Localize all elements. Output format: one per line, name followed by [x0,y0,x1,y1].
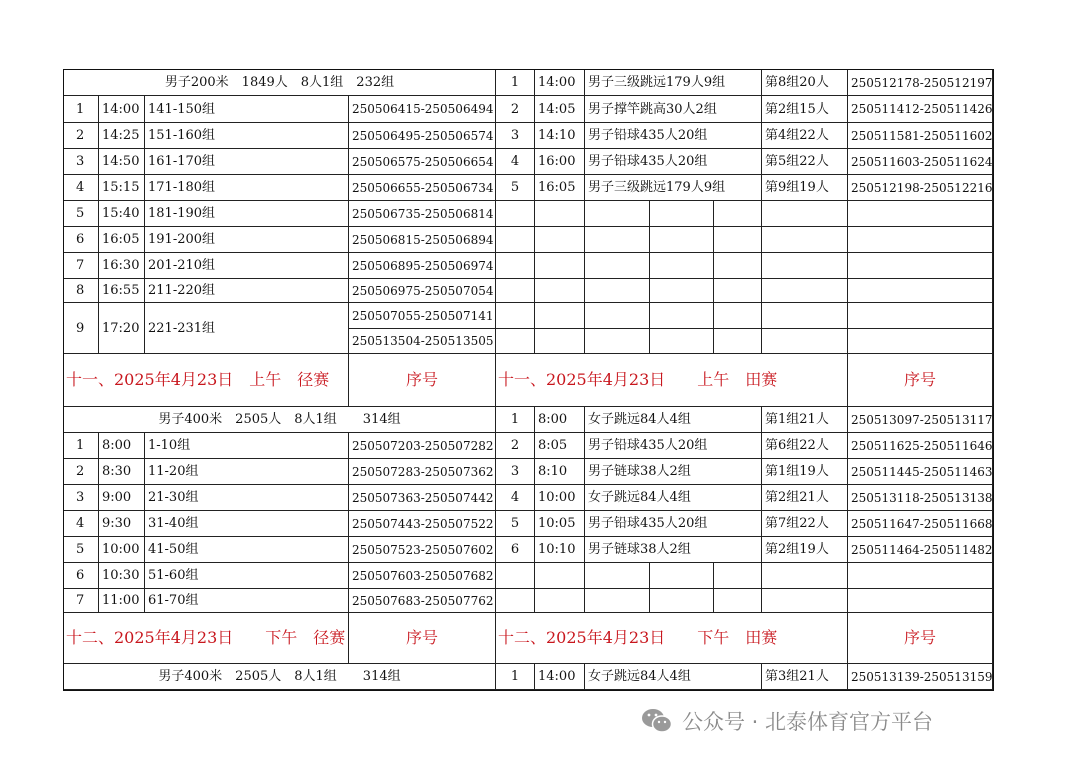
row-no: 3 [64,485,99,511]
row-code: 250511412-250511426 [848,96,993,123]
row-code: 250507203-250507282 [349,433,496,459]
row-event: 男子三级跳远179人9组 [585,70,762,96]
row-time: 14:50 [99,149,145,175]
section-title-11-track: 十一、2025年4月23日 上午 径赛 [64,354,349,407]
row-group: 第1组19人 [762,459,848,485]
row-time: 10:30 [99,563,145,589]
row-group: 第5组22人 [762,149,848,175]
row-time: 8:10 [535,459,585,485]
row-code: 250507443-250507522 [349,511,496,537]
empty-cell [496,201,535,227]
empty-cell [585,563,650,589]
row-groups: 161-170组 [145,149,349,175]
row-event: 男子链球38人2组 [585,459,762,485]
empty-cell [535,279,585,303]
empty-cell [714,329,762,354]
row-code: 250511464-250511482 [848,537,993,563]
row-no: 4 [64,175,99,201]
row-no: 4 [496,149,535,175]
row-time: 8:00 [99,433,145,459]
row-code: 250506735-250506814 [349,201,496,227]
empty-cell [848,253,993,279]
row-groups: 201-210组 [145,253,349,279]
section-title-12-field: 十二、2025年4月23日 下午 田赛 [496,613,848,664]
empty-cell [762,329,848,354]
empty-cell [535,303,585,329]
empty-cell [535,329,585,354]
row-group: 第2组15人 [762,96,848,123]
empty-cell [762,563,848,589]
row-no: 3 [496,123,535,149]
row-code: 250507683-250507762 [349,589,496,613]
row-group: 第9组19人 [762,175,848,201]
row-time: 16:00 [535,149,585,175]
empty-cell [848,227,993,253]
row-code: 250512178-250512197 [848,70,993,96]
empty-cell [496,329,535,354]
row-event: 男子铅球435人20组 [585,433,762,459]
row-group: 第4组22人 [762,123,848,149]
row-groups: 21-30组 [145,485,349,511]
row-no: 5 [64,537,99,563]
row-no: 1 [64,433,99,459]
row-time: 11:00 [99,589,145,613]
empty-cell [714,253,762,279]
row-time: 16:05 [99,227,145,253]
empty-cell [535,201,585,227]
row-time: 10:00 [535,485,585,511]
empty-cell [650,589,714,613]
empty-cell [496,253,535,279]
row-time: 10:05 [535,511,585,537]
row-time: 8:00 [535,407,585,433]
empty-cell [714,227,762,253]
row-no: 2 [64,459,99,485]
empty-cell [762,279,848,303]
wechat-icon [640,706,674,736]
header-men-400m: 男子400米 2505人 8人1组 314组 [64,664,496,690]
row-code: 250506415-250506494 [349,96,496,123]
empty-cell [585,253,650,279]
row-time: 15:40 [99,201,145,227]
row-code: 250506495-250506574 [349,123,496,149]
row-groups: 141-150组 [145,96,349,123]
row-no: 5 [64,201,99,227]
row-code: 250513139-250513159 [848,664,993,690]
watermark-text: 公众号 · 北泰体育官方平台 [682,710,934,734]
row-time: 10:00 [99,537,145,563]
row-groups: 191-200组 [145,227,349,253]
row-no: 7 [64,589,99,613]
empty-cell [762,253,848,279]
row-no: 2 [496,96,535,123]
row-groups: 31-40组 [145,511,349,537]
schedule-sheet [64,70,994,690]
empty-cell [848,201,993,227]
row-code: 250507055-250507141 [349,303,496,329]
empty-cell [585,589,650,613]
header-men-200m: 男子200米 1849人 8人1组 232组 [64,70,496,96]
empty-cell [714,589,762,613]
row-group: 第2组21人 [762,485,848,511]
row-no: 4 [64,511,99,537]
row-event: 女子跳远84人4组 [585,407,762,433]
row-event: 男子铅球435人20组 [585,511,762,537]
row-time: 16:05 [535,175,585,201]
row-code: 250513097-250513117 [848,407,993,433]
row-group: 第7组22人 [762,511,848,537]
row-code: 250512198-250512216 [848,175,993,201]
empty-cell [848,563,993,589]
row-code: 250513118-250513138 [848,485,993,511]
section-seq-label: 序号 [349,613,496,664]
empty-cell [848,329,993,354]
row-time: 8:30 [99,459,145,485]
empty-cell [714,303,762,329]
row-code: 250513504-250513505 [349,329,496,354]
section-seq-label: 序号 [848,613,993,664]
row-code: 250511581-250511602 [848,123,993,149]
empty-cell [496,563,535,589]
row-code: 250506575-250506654 [349,149,496,175]
row-time: 17:20 [99,303,145,354]
row-groups: 211-220组 [145,279,349,303]
row-time: 14:00 [99,96,145,123]
empty-cell [496,303,535,329]
empty-cell [762,303,848,329]
header-men-400m: 男子400米 2505人 8人1组 314组 [64,407,496,433]
row-no: 6 [64,563,99,589]
row-event: 男子撑竿跳高30人2组 [585,96,762,123]
row-code: 250506655-250506734 [349,175,496,201]
row-no: 1 [496,407,535,433]
row-no: 3 [496,459,535,485]
row-groups: 11-20组 [145,459,349,485]
row-groups: 51-60组 [145,563,349,589]
row-no: 2 [64,123,99,149]
row-groups: 181-190组 [145,201,349,227]
row-time: 14:00 [535,664,585,690]
row-code: 250507603-250507682 [349,563,496,589]
row-time: 10:10 [535,537,585,563]
row-time: 14:25 [99,123,145,149]
row-groups: 151-160组 [145,123,349,149]
row-event: 男子铅球435人20组 [585,123,762,149]
row-no: 5 [496,175,535,201]
row-time: 15:15 [99,175,145,201]
row-code: 250506815-250506894 [349,227,496,253]
empty-cell [650,563,714,589]
row-code: 250507363-250507442 [349,485,496,511]
empty-cell [650,279,714,303]
row-no: 1 [496,70,535,96]
empty-cell [762,201,848,227]
row-code: 250506975-250507054 [349,279,496,303]
row-group: 第1组21人 [762,407,848,433]
empty-cell [762,589,848,613]
row-event: 男子铅球435人20组 [585,149,762,175]
empty-cell [496,279,535,303]
row-time: 16:30 [99,253,145,279]
watermark [640,704,933,738]
row-no: 8 [64,279,99,303]
row-event: 男子链球38人2组 [585,537,762,563]
row-group: 第6组22人 [762,433,848,459]
empty-cell [650,227,714,253]
row-groups: 221-231组 [145,303,349,354]
row-time: 14:00 [535,70,585,96]
section-title-11-field: 十一、2025年4月23日 上午 田赛 [496,354,848,407]
row-time: 9:30 [99,511,145,537]
row-group: 第3组21人 [762,664,848,690]
row-time: 9:00 [99,485,145,511]
section-seq-label: 序号 [848,354,993,407]
row-no: 7 [64,253,99,279]
row-no: 2 [496,433,535,459]
row-no: 3 [64,149,99,175]
section-seq-label: 序号 [349,354,496,407]
row-time: 14:05 [535,96,585,123]
empty-cell [585,329,650,354]
row-code: 250511647-250511668 [848,511,993,537]
empty-cell [585,227,650,253]
section-title-12-track: 十二、2025年4月23日 下午 径赛 [64,613,349,664]
empty-cell [585,303,650,329]
row-event: 女子跳远84人4组 [585,664,762,690]
row-group: 第2组19人 [762,537,848,563]
empty-cell [714,201,762,227]
row-code: 250511603-250511624 [848,149,993,175]
row-code: 250506895-250506974 [349,253,496,279]
empty-cell [535,227,585,253]
empty-cell [848,279,993,303]
empty-cell [848,303,993,329]
row-code: 250511625-250511646 [848,433,993,459]
empty-cell [585,279,650,303]
row-code: 250507523-250507602 [349,537,496,563]
row-groups: 41-50组 [145,537,349,563]
empty-cell [714,279,762,303]
row-no: 9 [64,303,99,354]
row-groups: 1-10组 [145,433,349,459]
empty-cell [535,253,585,279]
row-no: 5 [496,511,535,537]
empty-cell [535,563,585,589]
empty-cell [650,303,714,329]
empty-cell [848,589,993,613]
row-event: 女子跳远84人4组 [585,485,762,511]
row-no: 1 [64,96,99,123]
row-event: 男子三级跳远179人9组 [585,175,762,201]
empty-cell [714,563,762,589]
row-time: 8:05 [535,433,585,459]
empty-cell [650,329,714,354]
row-no: 6 [496,537,535,563]
empty-cell [762,227,848,253]
empty-cell [650,253,714,279]
row-code: 250507283-250507362 [349,459,496,485]
empty-cell [496,227,535,253]
empty-cell [650,201,714,227]
empty-cell [585,201,650,227]
row-groups: 171-180组 [145,175,349,201]
empty-cell [496,589,535,613]
row-time: 16:55 [99,279,145,303]
row-no: 4 [496,485,535,511]
row-no: 6 [64,227,99,253]
row-group: 第8组20人 [762,70,848,96]
row-time: 14:10 [535,123,585,149]
row-no: 1 [496,664,535,690]
row-code: 250511445-250511463 [848,459,993,485]
empty-cell [535,589,585,613]
row-groups: 61-70组 [145,589,349,613]
